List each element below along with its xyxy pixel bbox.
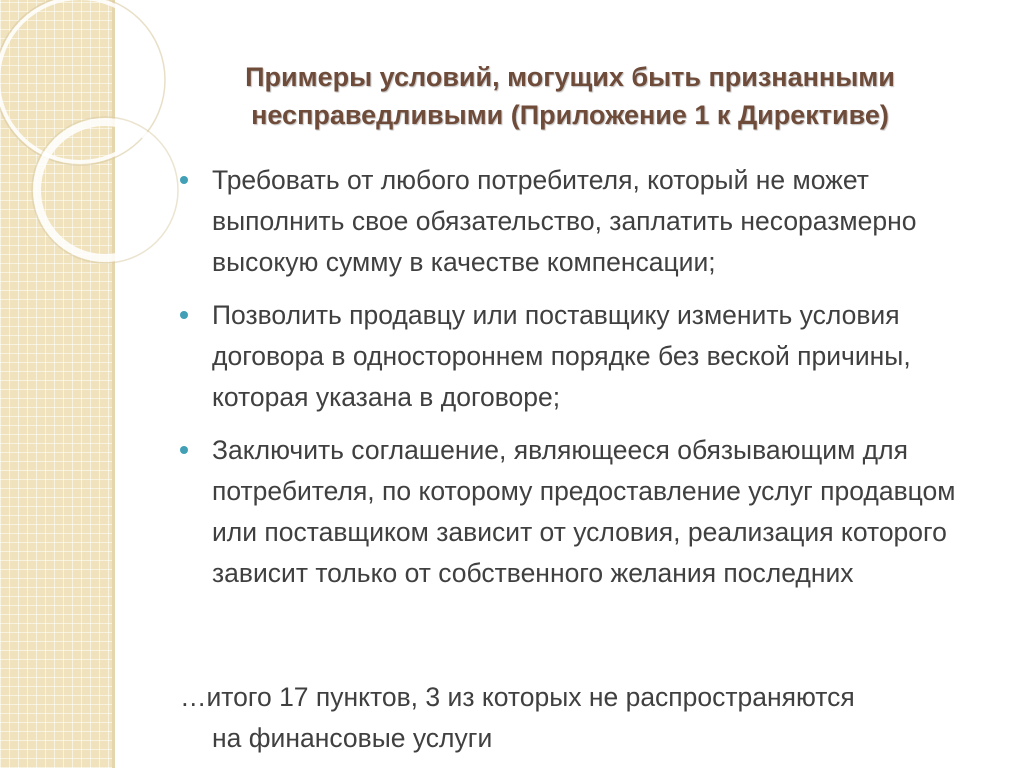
bullet-text: Заключить соглашение, являющееся обязывающим для потребителя, по которому предоставление услуг продавцом или поставщиком зависит от условия, реализация которого зависит только от собственного желания последних: [212, 435, 956, 588]
slide-title-line-2: несправедливыми (Приложение 1 к Директиве): [251, 100, 889, 130]
decorative-rings: [0, 0, 200, 300]
decorative-ring-small-outline: [32, 117, 178, 263]
decorative-ring-small: [37, 122, 173, 258]
bullet-dot-icon: [180, 446, 188, 454]
bullet-item: [178, 160, 988, 283]
bullet-list: [178, 160, 988, 606]
summary-note-line-1: …итого 17 пунктов, 3 из которых не распространяются: [180, 682, 855, 712]
summary-note-line-2: на финансовые услуги: [212, 723, 493, 753]
slide-title-line-1: Примеры условий, могущих быть признанными: [245, 62, 895, 92]
bullet-text: Позволить продавцу или поставщику изменить условия договора в одностороннем порядке без веской причины, которая указана в договоре;: [212, 300, 911, 412]
bullet-text: Требовать от любого потребителя, который не может выполнить свое обязательство, заплатить несоразмерно высокую сумму в качестве компенсации;: [212, 165, 917, 277]
bullet-item: [178, 295, 988, 418]
bullet-item: [178, 430, 988, 594]
slide-title: [150, 58, 990, 134]
bullet-dot-icon: [180, 176, 188, 184]
decorative-ring-large: [0, 0, 162, 162]
summary-note: [180, 677, 990, 759]
bullet-dot-icon: [180, 311, 188, 319]
